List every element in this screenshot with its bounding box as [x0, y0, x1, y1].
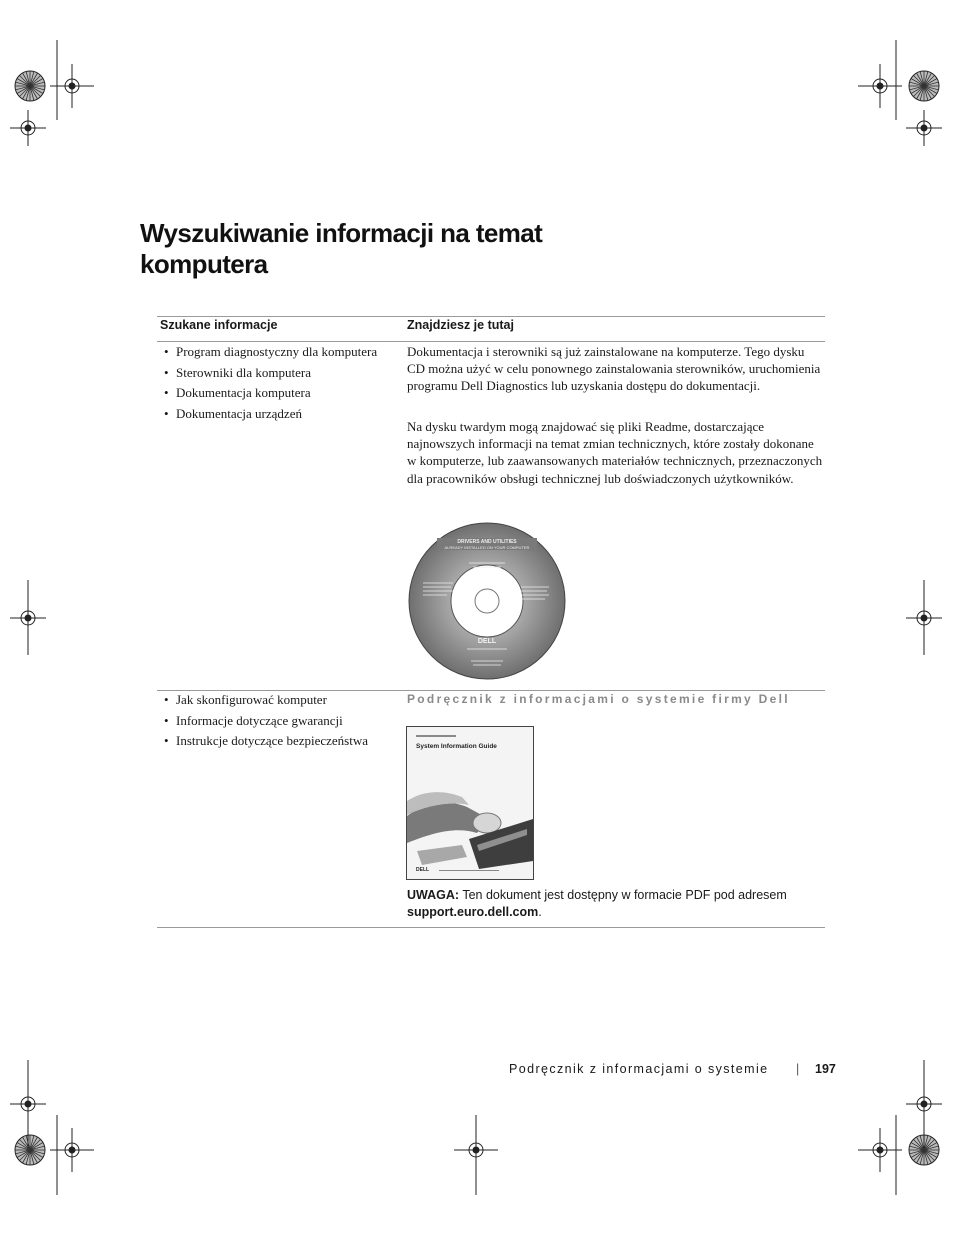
cd-label-top: DRIVERS AND UTILITIES: [457, 539, 517, 545]
list-item: • Sterowniki dla komputera: [164, 363, 377, 384]
row2-item-list: [164, 690, 368, 752]
list-item: • Informacje dotyczące gwarancji: [164, 711, 368, 732]
footer-separator: |: [796, 1062, 800, 1076]
list-item: • Dokumentacja urządzeń: [164, 404, 377, 425]
list-item: • Dokumentacja komputera: [164, 383, 377, 404]
row1-paragraph-1: Dokumentacja i sterowniki są już zainstalowane na komputerze. Tego dysku CD można użyć w celu ponownego zainstalowania sterowników, uruchomienia programu Dell Diagnostics lub uzyskania dostępu do dokumentacji.: [407, 344, 821, 394]
book-cover-photo: [407, 761, 533, 871]
note-text: Ten dokument jest dostępny w formacie PDF pod adresem: [459, 888, 787, 902]
row1-paragraph-2: Na dysku twardym mogą znajdować się pliki Readme, dostarczające najnowszych informacji na temat zmian technicznych, które zostały dokonane w komputerze, lub zaawansowanych materiałów technicznych, przeznaczonych dla pracowników obsługi technicznej lub doświadczonych użytkowników.: [407, 419, 823, 486]
page-title: [140, 218, 740, 280]
note-label: UWAGA:: [407, 888, 460, 902]
list-item: • Instrukcje dotyczące bezpieczeństwa: [164, 731, 368, 752]
column-header-where-found: Znajdziesz je tutaj: [407, 318, 514, 332]
footer-guide-title: Podręcznik z informacjami o systemie: [509, 1062, 769, 1076]
table-bottom-rule: [157, 927, 825, 928]
note-paragraph: [407, 887, 827, 921]
cd-label-sub: ALREADY INSTALLED ON YOUR COMPUTER: [444, 545, 530, 550]
page-title-line2: komputera: [140, 249, 268, 279]
table-top-rule: [157, 316, 825, 317]
book-dell-logo: DELL: [416, 867, 430, 873]
row1-item-list: [164, 342, 377, 424]
cd-dell-logo: DELL: [477, 638, 497, 645]
note-end: .: [538, 905, 542, 919]
list-item: • Jak skonfigurować komputer: [164, 690, 368, 711]
system-information-guide-cover: [406, 726, 534, 880]
book-header-rule: [416, 735, 456, 737]
page-title-line1: Wyszukiwanie informacji na temat: [140, 218, 543, 248]
column-header-sought-info: Szukane informacje: [160, 318, 278, 332]
page-number: 197: [815, 1062, 836, 1076]
drivers-utilities-cd-image: [407, 521, 567, 681]
system-info-guide-heading: Podręcznik z informacjami o systemie firmy Dell: [407, 692, 790, 706]
support-url: support.euro.dell.com: [407, 905, 539, 919]
book-title: System Information Guide: [416, 743, 497, 750]
book-footer-rule: [439, 870, 499, 871]
list-item: • Program diagnostyczny dla komputera: [164, 342, 377, 363]
